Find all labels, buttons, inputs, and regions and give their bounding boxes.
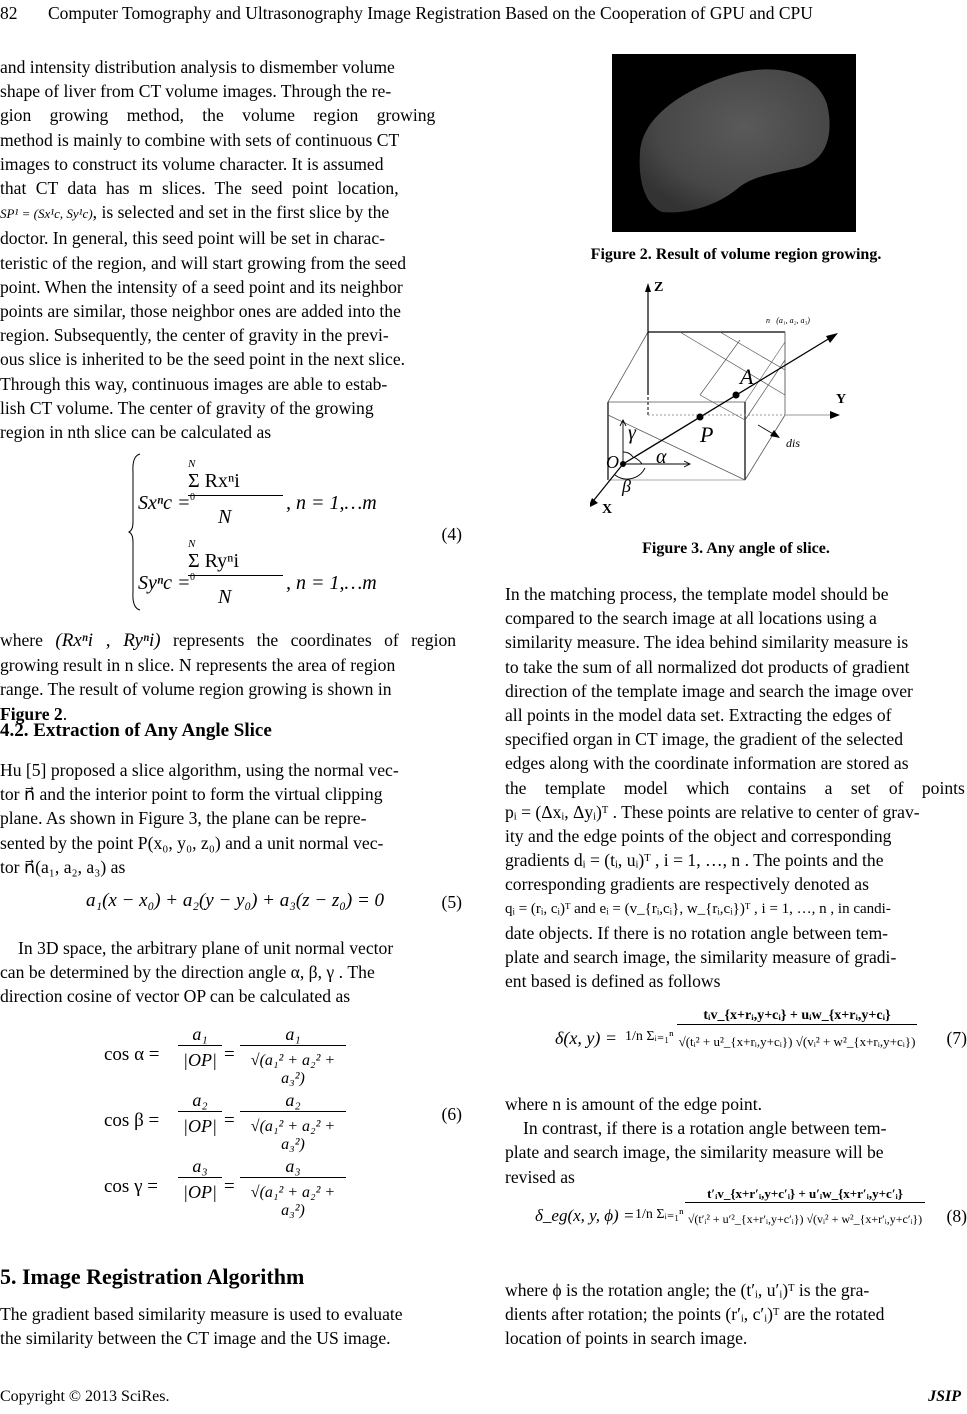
eq6-den1: |OP| (183, 1182, 217, 1202)
eq7-lhs: δ(x, y) = (555, 1028, 617, 1048)
text-line: ent based is defined as follows (505, 971, 721, 992)
eq7-prefactor: 1/n Σᵢ₌₁ⁿ (625, 1029, 674, 1044)
eq6-row-gamma: cos γ = a₃ |OP| = a₃ √(a₁² + a₂² + a₃²) (104, 1156, 344, 1216)
text-line: shape of liver from CT volume images. Through the re- (0, 81, 392, 102)
text-line: range. The result of volume region growing is shown in (0, 679, 392, 700)
text-span: represents the coordinates of region (172, 630, 457, 650)
equation-text: a₁(x − x₀) + a₂(y − y₀) + a₃(z − z₀) = 0 (86, 890, 385, 911)
eq6-lhs: cos α = (104, 1044, 160, 1065)
text-line: the similarity between the CT image and the US image. (0, 1328, 391, 1349)
eq6-den2: √(a₁² + a₂² + a₃²) (250, 1052, 336, 1087)
text-line: all points in the model data set. Extracting the edges of (505, 705, 892, 726)
text-line: region. Subsequently, the center of gravity in the previ- (0, 325, 389, 346)
eq6-num1: a₂ (178, 1090, 222, 1112)
text-line: the template model which contains a set of points (505, 777, 965, 798)
running-title: Computer Tomography and Ultrasonography Image Registration Based on the Cooperation of GPU and CPU (48, 3, 813, 23)
text-line: date objects. If there is no rotation angle between tem- (505, 922, 889, 943)
equation-5 (0, 890, 462, 920)
text-line: sented by the point P(x₀, y₀, z₀) and a unit normal vec- (0, 832, 384, 853)
paragraph-rotation (505, 1092, 967, 1189)
page-number: 82 (0, 3, 18, 23)
gamma-label: γ (628, 422, 636, 444)
text-line: In 3D space, the arbitrary plane of unit normal vector (18, 938, 394, 958)
text-line: compared to the search image at all locations using a (505, 608, 877, 629)
text-line: location of points in search image. (505, 1328, 748, 1349)
text-line (0, 628, 462, 653)
equation-7 (505, 1000, 967, 1075)
eq8-lhs: δ_eg(x, y, ϕ) = (535, 1206, 635, 1225)
liver-volume-render (612, 54, 856, 232)
eq4-range: , n = 1,…m (286, 572, 377, 594)
text-line: dients after rotation; the points (r′ᵢ, c′ᵢ)ᵀ are the rotated (505, 1304, 885, 1325)
equation-6 (0, 1024, 462, 1224)
text-line: similarity measure. The idea behind similarity measure is (505, 632, 909, 653)
section-heading-5: 5. Image Registration Algorithm (0, 1264, 305, 1289)
beta-label: β (622, 476, 631, 496)
paragraph-region-growing (0, 55, 462, 444)
eq6-num2: a₃ (240, 1156, 346, 1178)
origin-label: O (606, 452, 619, 472)
left-column (0, 55, 462, 444)
text-line: where n is amount of the edge point. (505, 1094, 762, 1114)
eq8-numerator: t′ᵢv_{x+r′ᵢ,y+c′ᵢ} + u′ᵢw_{x+r′ᵢ,y+c′ᵢ} (685, 1186, 925, 1203)
paragraph-coordinates (0, 628, 462, 726)
text-line: to take the sum of all normalized dot products of gradient (505, 656, 910, 677)
text-line: points are similar, those neighbor ones are added into the (0, 301, 401, 322)
eq6-lhs: cos γ = (104, 1176, 158, 1197)
text-line: tor n⃗ and the interior point to form the virtual clipping (0, 784, 383, 805)
text-span: , is selected and set in the first slice by the (92, 202, 390, 223)
point-a-label: A (740, 364, 754, 389)
eq6-rows (104, 1024, 344, 1224)
text-line: Through this way, continuous images are able to estab- (0, 373, 388, 394)
paragraph-rotation-angle (505, 1278, 967, 1351)
eq6-row-beta: cos β = a₂ |OP| = a₂ √(a₁² + a₂² + a₃²) (104, 1090, 344, 1150)
normal-vector-label: n⃗(a₁, a₂, a₃) (766, 316, 810, 325)
eq6-num1: a₁ (178, 1024, 222, 1046)
z-axis-label: Z (654, 280, 664, 295)
paragraph-matching-process (505, 582, 967, 993)
equation-4 (128, 452, 462, 617)
running-header (0, 2, 967, 26)
text-line: qᵢ = (rᵢ, cᵢ)ᵀ and eᵢ = (v_{rᵢ,cᵢ}, w_{rᵢ,cᵢ})ᵀ , i = 1, …, n , in candi- (505, 900, 891, 917)
text-line: plate and search image, the similarity measure will be (505, 1142, 884, 1163)
eq4-numerator: Σ Ryⁿi (188, 550, 283, 576)
text-line: and intensity distribution analysis to dismember volume (0, 57, 395, 77)
equation-number: (5) (441, 892, 462, 912)
figure-3-caption: Figure 3. Any angle of slice. (642, 540, 830, 557)
sum-lower: 0 (190, 492, 195, 503)
eq6-den2: √(a₁² + a₂² + a₃²) (250, 1118, 336, 1153)
point-p-label: P (700, 422, 714, 447)
figure-2-caption: Figure 2. Result of volume region growing. (590, 246, 882, 263)
text-line: In the matching process, the template model should be (505, 584, 889, 604)
text-line: images to construct its volume character. It is assumed (0, 153, 384, 174)
text-line: can be determined by the direction angle α, β, γ . The (0, 962, 375, 983)
figure-2-reference-link[interactable]: Figure 2 (0, 703, 63, 724)
sum-upper: N (188, 538, 196, 550)
sum-upper: N (188, 458, 196, 470)
text-line: Hu [5] proposed a slice algorithm, using the normal vec- (0, 760, 399, 780)
equation-number: (7) (946, 1028, 967, 1048)
eq6-lhs: cos β = (104, 1110, 160, 1131)
eq7-numerator: tᵢv_{x+rᵢ,y+cᵢ} + uᵢw_{x+rᵢ,y+cᵢ} (677, 1008, 917, 1025)
text-span: . (62, 703, 68, 724)
copyright-notice: Copyright © 2013 SciRes. (0, 1388, 170, 1405)
text-line: gion growing method, the volume region growing (0, 105, 436, 126)
eq6-row-alpha: cos α = a₁ |OP| = a₁ √(a₁² + a₂² + a₃²) (104, 1024, 344, 1084)
text-line: plane. As shown in Figure 3, the plane can be repre- (0, 808, 367, 829)
text-line: where ϕ is the rotation angle; the (t′ᵢ, u′ᵢ)ᵀ is the gra- (505, 1280, 870, 1300)
eq4-lhs: Syⁿc = (138, 572, 191, 594)
eq6-den2: √(a₁² + a₂² + a₃²) (250, 1184, 336, 1219)
text-span: where (0, 630, 43, 650)
text-line: teristic of the region, and will start growing from the seed (0, 252, 407, 273)
eq8-denominator: √(t′ᵢ² + u′²_{x+r′ᵢ,y+c′ᵢ}) √(vᵢ² + w²_{x+r′ᵢ,y+c′ᵢ}) (687, 1212, 923, 1226)
journal-abbreviation: JSIP (928, 1388, 961, 1405)
dis-label: dis (786, 436, 801, 450)
text-line: ity and the edge points of the object and corresponding (505, 826, 892, 847)
text-line: method is mainly to combine with sets of continuous CT (0, 129, 400, 150)
coordinate-expression: (Rxⁿi , Ryⁿi) (55, 630, 161, 651)
eq6-den1: |OP| (183, 1116, 217, 1136)
figure-3-slice-diagram (590, 280, 880, 520)
paragraph-direction-angle (0, 936, 462, 1009)
x-axis-label: X (602, 502, 613, 517)
text-line: plate and search image, the similarity measure of gradi- (505, 947, 897, 968)
y-axis-label: Y (836, 392, 847, 407)
alpha-label: α (656, 446, 667, 468)
eq4-denominator: N (218, 506, 232, 528)
equation-8 (505, 1178, 967, 1253)
eq4-lhs: Sxⁿc = (138, 492, 191, 514)
text-line: tor n⃗(a₁, a₂, a₃) as (0, 856, 126, 877)
text-line: The gradient based similarity measure is used to evaluate (0, 1304, 403, 1324)
text-line: gradients dᵢ = (tᵢ, uᵢ)ᵀ , i = 1, …, n . The points and the (505, 850, 884, 871)
eq7-denominator: √(tᵢ² + u²_{x+rᵢ,y+cᵢ}) √(vᵢ² + w²_{x+rᵢ,y+cᵢ}) (678, 1034, 916, 1049)
sum-lower: 0 (190, 572, 195, 583)
eq6-num1: a₃ (178, 1156, 222, 1178)
text-line: region in nth slice can be calculated as (0, 422, 272, 443)
text-line: In contrast, if there is a rotation angle between tem- (523, 1118, 887, 1139)
figure-2-liver-volume-image (612, 54, 856, 232)
text-line: ous slice is inherited to be the seed point in the next slice. (0, 349, 406, 370)
text-line: pᵢ = (Δxᵢ, Δyᵢ)ᵀ . These points are relative to center of grav- (505, 801, 920, 822)
text-line: direction of the template image and search the image over (505, 680, 913, 701)
text-line: lish CT volume. The center of gravity of the growing (0, 397, 374, 418)
text-line: corresponding gradients are respectively denoted as (505, 874, 869, 895)
eq6-num2: a₁ (240, 1024, 346, 1046)
eq8-prefactor: 1/n Σᵢ₌₁ⁿ (635, 1207, 684, 1222)
text-line: direction cosine of vector OP can be calculated as (0, 986, 351, 1007)
eq4-denominator: N (218, 586, 232, 608)
text-line: doctor. In general, this seed point will be set in charac- (0, 228, 385, 249)
text-line: that CT data has m slices. The seed point location, (0, 178, 399, 199)
text-line: specified organ in CT image, the gradient of the selected (505, 729, 904, 750)
paragraph-gradient-similarity (0, 1302, 462, 1350)
section-heading-4-2: 4.2. Extraction of Any Angle Slice (0, 720, 272, 741)
eq4-range: , n = 1,…m (286, 492, 377, 514)
text-line (0, 200, 462, 226)
paragraph-slice-algorithm (0, 758, 462, 879)
equation-number: (6) (441, 1104, 462, 1124)
text-line: point. When the intensity of a seed point and its neighbor (0, 276, 403, 297)
eq6-num2: a₂ (240, 1090, 346, 1112)
eq6-den1: |OP| (183, 1050, 217, 1070)
equation-number: (8) (946, 1206, 967, 1226)
seed-point-expression: SP¹ = (Sx¹c, Sy¹c) (0, 206, 93, 222)
text-line: revised as (505, 1166, 575, 1187)
text-line: growing result in n slice. N represents the area of region (0, 655, 396, 676)
eq4-numerator: Σ Rxⁿi (188, 470, 283, 496)
equation-number: (4) (441, 524, 462, 544)
text-line: edges along with the coordinate information are stored as (505, 753, 909, 774)
